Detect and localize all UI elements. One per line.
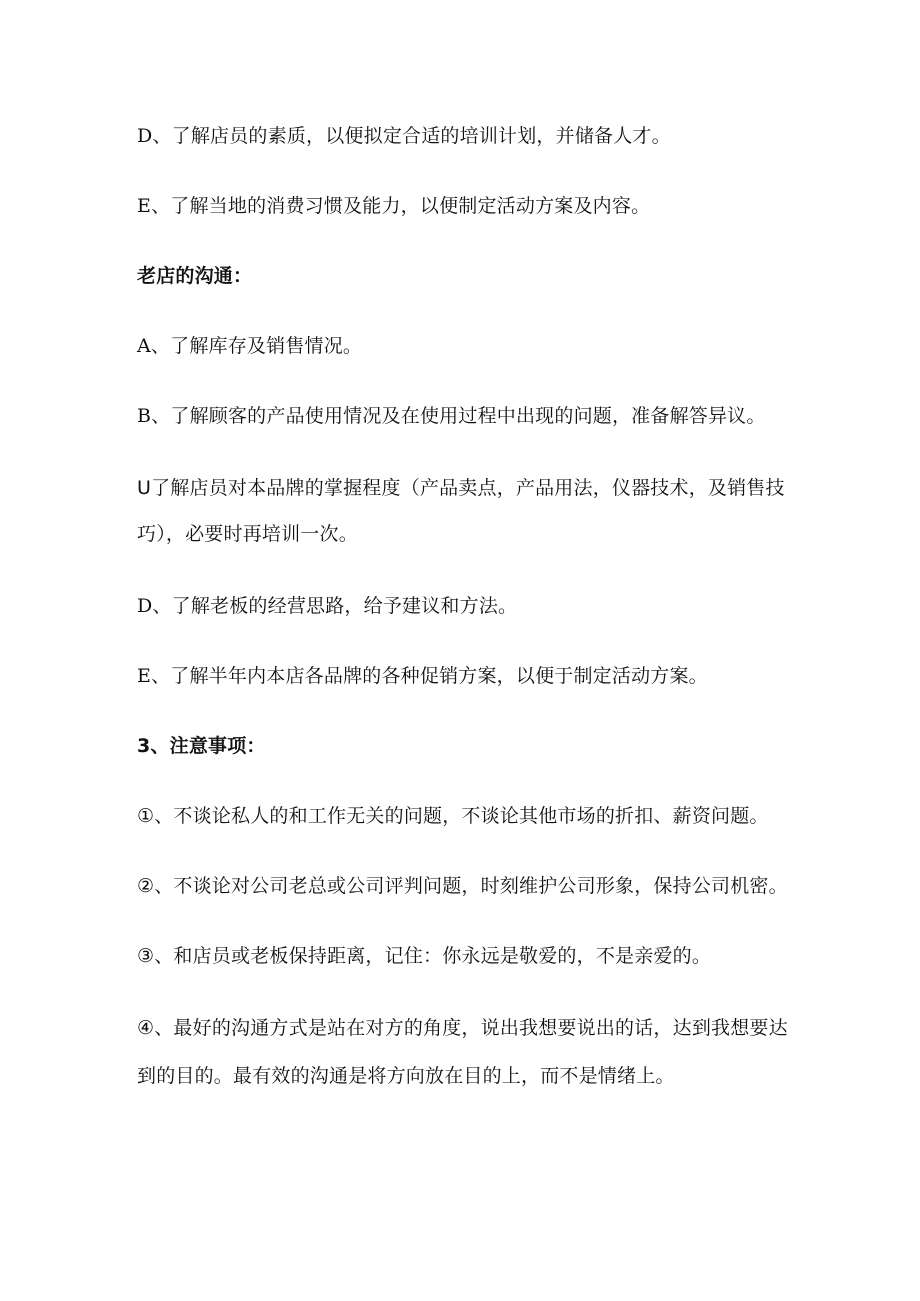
paragraph-e-promotions: E、了解半年内本店各品牌的各种促销方案，以便于制定活动方案。 [137, 665, 708, 687]
note-item-4-line1: ④、最好的沟通方式是站在对方的角度，说出我想要说出的话，达到我想要达 [137, 1017, 788, 1039]
paragraph-d-staff-quality: D、了解店员的素质，以便拟定合适的培训计划，并储备人才。 [137, 125, 671, 147]
note-item-3: ③、和店员或老板保持距离，记住：你永远是敬爱的，不是亲爱的。 [137, 945, 712, 967]
note-item-2: ②、不谈论对公司老总或公司评判问题，时刻维护公司形象，保持公司机密。 [137, 875, 788, 897]
note-item-4-line2: 到的目的。最有效的沟通是将方向放在目的上，而不是情绪上。 [137, 1065, 675, 1087]
section-heading-old-store: 老店的沟通： [137, 265, 253, 287]
paragraph-a-inventory: A、了解库存及销售情况。 [137, 335, 363, 357]
paragraph-c-staff-knowledge-line2: 巧），必要时再培训一次。 [137, 523, 358, 545]
paragraph-e-local-consumption: E、了解当地的消费习惯及能力，以便制定活动方案及内容。 [137, 195, 651, 217]
paragraph-b-customer-usage: B、了解顾客的产品使用情况及在使用过程中出现的问题，准备解答异议。 [137, 405, 766, 427]
section-heading-notes: 3、注意事项： [137, 735, 266, 757]
paragraph-d-owner-strategy: D、了解老板的经营思路，给予建议和方法。 [137, 595, 518, 617]
note-item-1: ①、不谈论私人的和工作无关的问题，不谈论其他市场的折扣、薪资问题。 [137, 805, 769, 827]
paragraph-c-staff-knowledge-line1: U了解店员对本品牌的掌握程度（产品卖点，产品用法，仪器技术，及销售技 [137, 477, 785, 499]
